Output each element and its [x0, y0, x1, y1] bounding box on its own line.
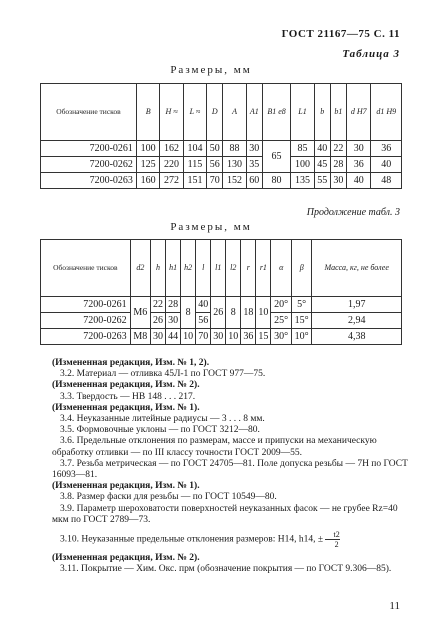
clause-3-7: 3.7. Резьба метрическая — по ГОСТ 24705—81. Поле допуска резьбы — 7Н по ГОСТ 16093—81. [52, 458, 408, 481]
cell: 36 [241, 329, 256, 345]
cell: 26 [151, 313, 166, 329]
table-header-row [41, 240, 402, 297]
cell: 8 [181, 297, 196, 329]
cell: 28 [166, 297, 181, 313]
cell: 55 [314, 173, 330, 189]
sizes-caption-2: Размеры, мм [170, 221, 252, 233]
table-row [41, 173, 402, 189]
cell: 30 [151, 329, 166, 345]
cell: 4,38 [312, 329, 402, 345]
header-cell: Обозначение тисков [41, 84, 137, 141]
cell: 2,94 [312, 313, 402, 329]
cell: 10 [181, 329, 196, 345]
cell: 30 [211, 329, 226, 345]
table-row [41, 157, 402, 173]
cell: 10 [256, 297, 271, 329]
cell: 25° [271, 313, 292, 329]
cell: 85 [291, 141, 314, 157]
fraction-numerator: t2 [325, 530, 339, 540]
cell: 7200-0263 [41, 329, 131, 345]
cell: 125 [136, 157, 159, 173]
header-cell: L ≈ [183, 84, 206, 141]
cell: 56 [196, 313, 211, 329]
cell: 15° [291, 313, 312, 329]
cell: 10° [291, 329, 312, 345]
cell: 36 [371, 141, 402, 157]
header-cell: l [196, 240, 211, 297]
cell: 40 [346, 173, 371, 189]
cell: 22 [151, 297, 166, 313]
header-cell: h1 [166, 240, 181, 297]
cell: 30° [271, 329, 292, 345]
cell: 65 [262, 141, 290, 173]
cell: 160 [136, 173, 159, 189]
cell: 1,97 [312, 297, 402, 313]
header-cell: r1 [256, 240, 271, 297]
cell: 18 [241, 297, 256, 329]
header-cell: h [151, 240, 166, 297]
table-header-row [41, 84, 402, 141]
cell: 100 [136, 141, 159, 157]
header-cell: A [223, 84, 246, 141]
clause-3-10-text: 3.10. Неуказанные предельные отклонения размеров: H14, h14, ± [60, 534, 324, 545]
cell: 45 [314, 157, 330, 173]
header-cell: A1 [246, 84, 262, 141]
table-row [41, 297, 402, 313]
header-cell: h2 [181, 240, 196, 297]
amendment-note: (Измененная редакция, Изм. № 1, 2). [52, 358, 210, 368]
dimensions-table-1 [40, 83, 402, 189]
clause-3-6: 3.6. Предельные отклонения по размерам, массе и припуски на механическую обработку отливки — по III классу точности ГОСТ 2009—55. [52, 436, 377, 458]
header-cell: l2 [226, 240, 241, 297]
cell: M8 [130, 329, 150, 345]
clause-3-3: 3.3. Твердость — НВ 148 . . . 217. [60, 391, 196, 402]
cell: 70 [207, 173, 223, 189]
continuation-label: Продолжение табл. 3 [306, 207, 400, 218]
sizes-caption: Размеры, мм [170, 64, 252, 76]
header-cell: L1 [291, 84, 314, 141]
cell: 26 [211, 297, 226, 329]
clause-3-9: 3.9. Параметр шероховатости поверхностей неуказанных фасок — не грубее Rz=40 мкм по ГОСТ 2789—73. [52, 503, 398, 525]
fraction [325, 530, 339, 549]
amendment-note: (Измененная редакция, Изм. № 2). [52, 553, 200, 564]
clause-3-5: 3.5. Формовочные уклоны — по ГОСТ 3212—80. [60, 425, 260, 436]
cell: 7200-0262 [41, 157, 137, 173]
cell: 40 [314, 141, 330, 157]
clause-3-2: 3.2. Материал — отливка 45Л-1 по ГОСТ 977—75. [60, 369, 266, 380]
cell: 36 [346, 157, 371, 173]
cell: 5° [291, 297, 312, 313]
header-cell: d2 [130, 240, 150, 297]
header-cell: b1 [330, 84, 346, 141]
cell: 7200-0262 [41, 313, 131, 329]
cell: 48 [371, 173, 402, 189]
cell: 60 [246, 173, 262, 189]
header-cell: b [314, 84, 330, 141]
cell: 152 [223, 173, 246, 189]
cell: 56 [207, 157, 223, 173]
cell: M6 [130, 297, 150, 329]
header-cell: H ≈ [160, 84, 183, 141]
header-cell: Обозначение тисков [41, 240, 131, 297]
cell: 30 [330, 173, 346, 189]
header-cell: l1 [211, 240, 226, 297]
cell: 35 [246, 157, 262, 173]
page-number: 11 [389, 600, 400, 612]
clause-3-8: 3.8. Размер фаски для резьбы — по ГОСТ 10549—80. [60, 492, 277, 503]
cell: 40 [371, 157, 402, 173]
clause-3-10 [52, 530, 414, 549]
body-text [52, 358, 414, 575]
header-cell: Масса, кг, не более [312, 240, 402, 297]
cell: 22 [330, 141, 346, 157]
cell: 135 [291, 173, 314, 189]
header-cell: B1 e8 [262, 84, 290, 141]
header-cell: r [241, 240, 256, 297]
cell: 40 [196, 297, 211, 313]
cell: 8 [226, 297, 241, 329]
standard-header: ГОСТ 21167—75 С. 11 [281, 28, 400, 40]
amendment-note: (Измененная редакция, Изм. № 2). [52, 380, 200, 391]
table-label: Таблица 3 [342, 48, 400, 60]
cell: 88 [223, 141, 246, 157]
table-row [41, 141, 402, 157]
cell: 28 [330, 157, 346, 173]
cell: 20° [271, 297, 292, 313]
clause-3-4: 3.4. Неуказанные литейные радиусы — 3 . . . 8 мм. [60, 414, 265, 425]
cell: 30 [166, 313, 181, 329]
cell: 70 [196, 329, 211, 345]
cell: 50 [207, 141, 223, 157]
header-cell: α [271, 240, 292, 297]
cell: 115 [183, 157, 206, 173]
cell: 7200-0261 [41, 297, 131, 313]
cell: 272 [160, 173, 183, 189]
cell: 30 [246, 141, 262, 157]
header-cell: d H7 [346, 84, 371, 141]
dimensions-table-2 [40, 239, 402, 345]
cell: 7200-0261 [41, 141, 137, 157]
header-cell: d1 H9 [371, 84, 402, 141]
table-row [41, 329, 402, 345]
fraction-denominator: 2 [334, 540, 339, 550]
cell: 15 [256, 329, 271, 345]
cell: 10 [226, 329, 241, 345]
cell: 130 [223, 157, 246, 173]
header-cell: β [291, 240, 312, 297]
cell: 162 [160, 141, 183, 157]
clause-3-11: 3.11. Покрытие — Хим. Окс. прм (обозначение покрытия — по ГОСТ 9.306—85). [60, 564, 392, 575]
cell: 30 [346, 141, 371, 157]
cell: 7200-0263 [41, 173, 137, 189]
cell: 100 [291, 157, 314, 173]
amendment-note: (Измененная редакция, Изм. № 1). [52, 402, 200, 413]
header-cell: D [207, 84, 223, 141]
header-cell: B [136, 84, 159, 141]
cell: 151 [183, 173, 206, 189]
cell: 104 [183, 141, 206, 157]
cell: 220 [160, 157, 183, 173]
amendment-note: (Измененная редакция, Изм. № 1). [52, 481, 200, 492]
cell: 80 [262, 173, 290, 189]
cell: 44 [166, 329, 181, 345]
